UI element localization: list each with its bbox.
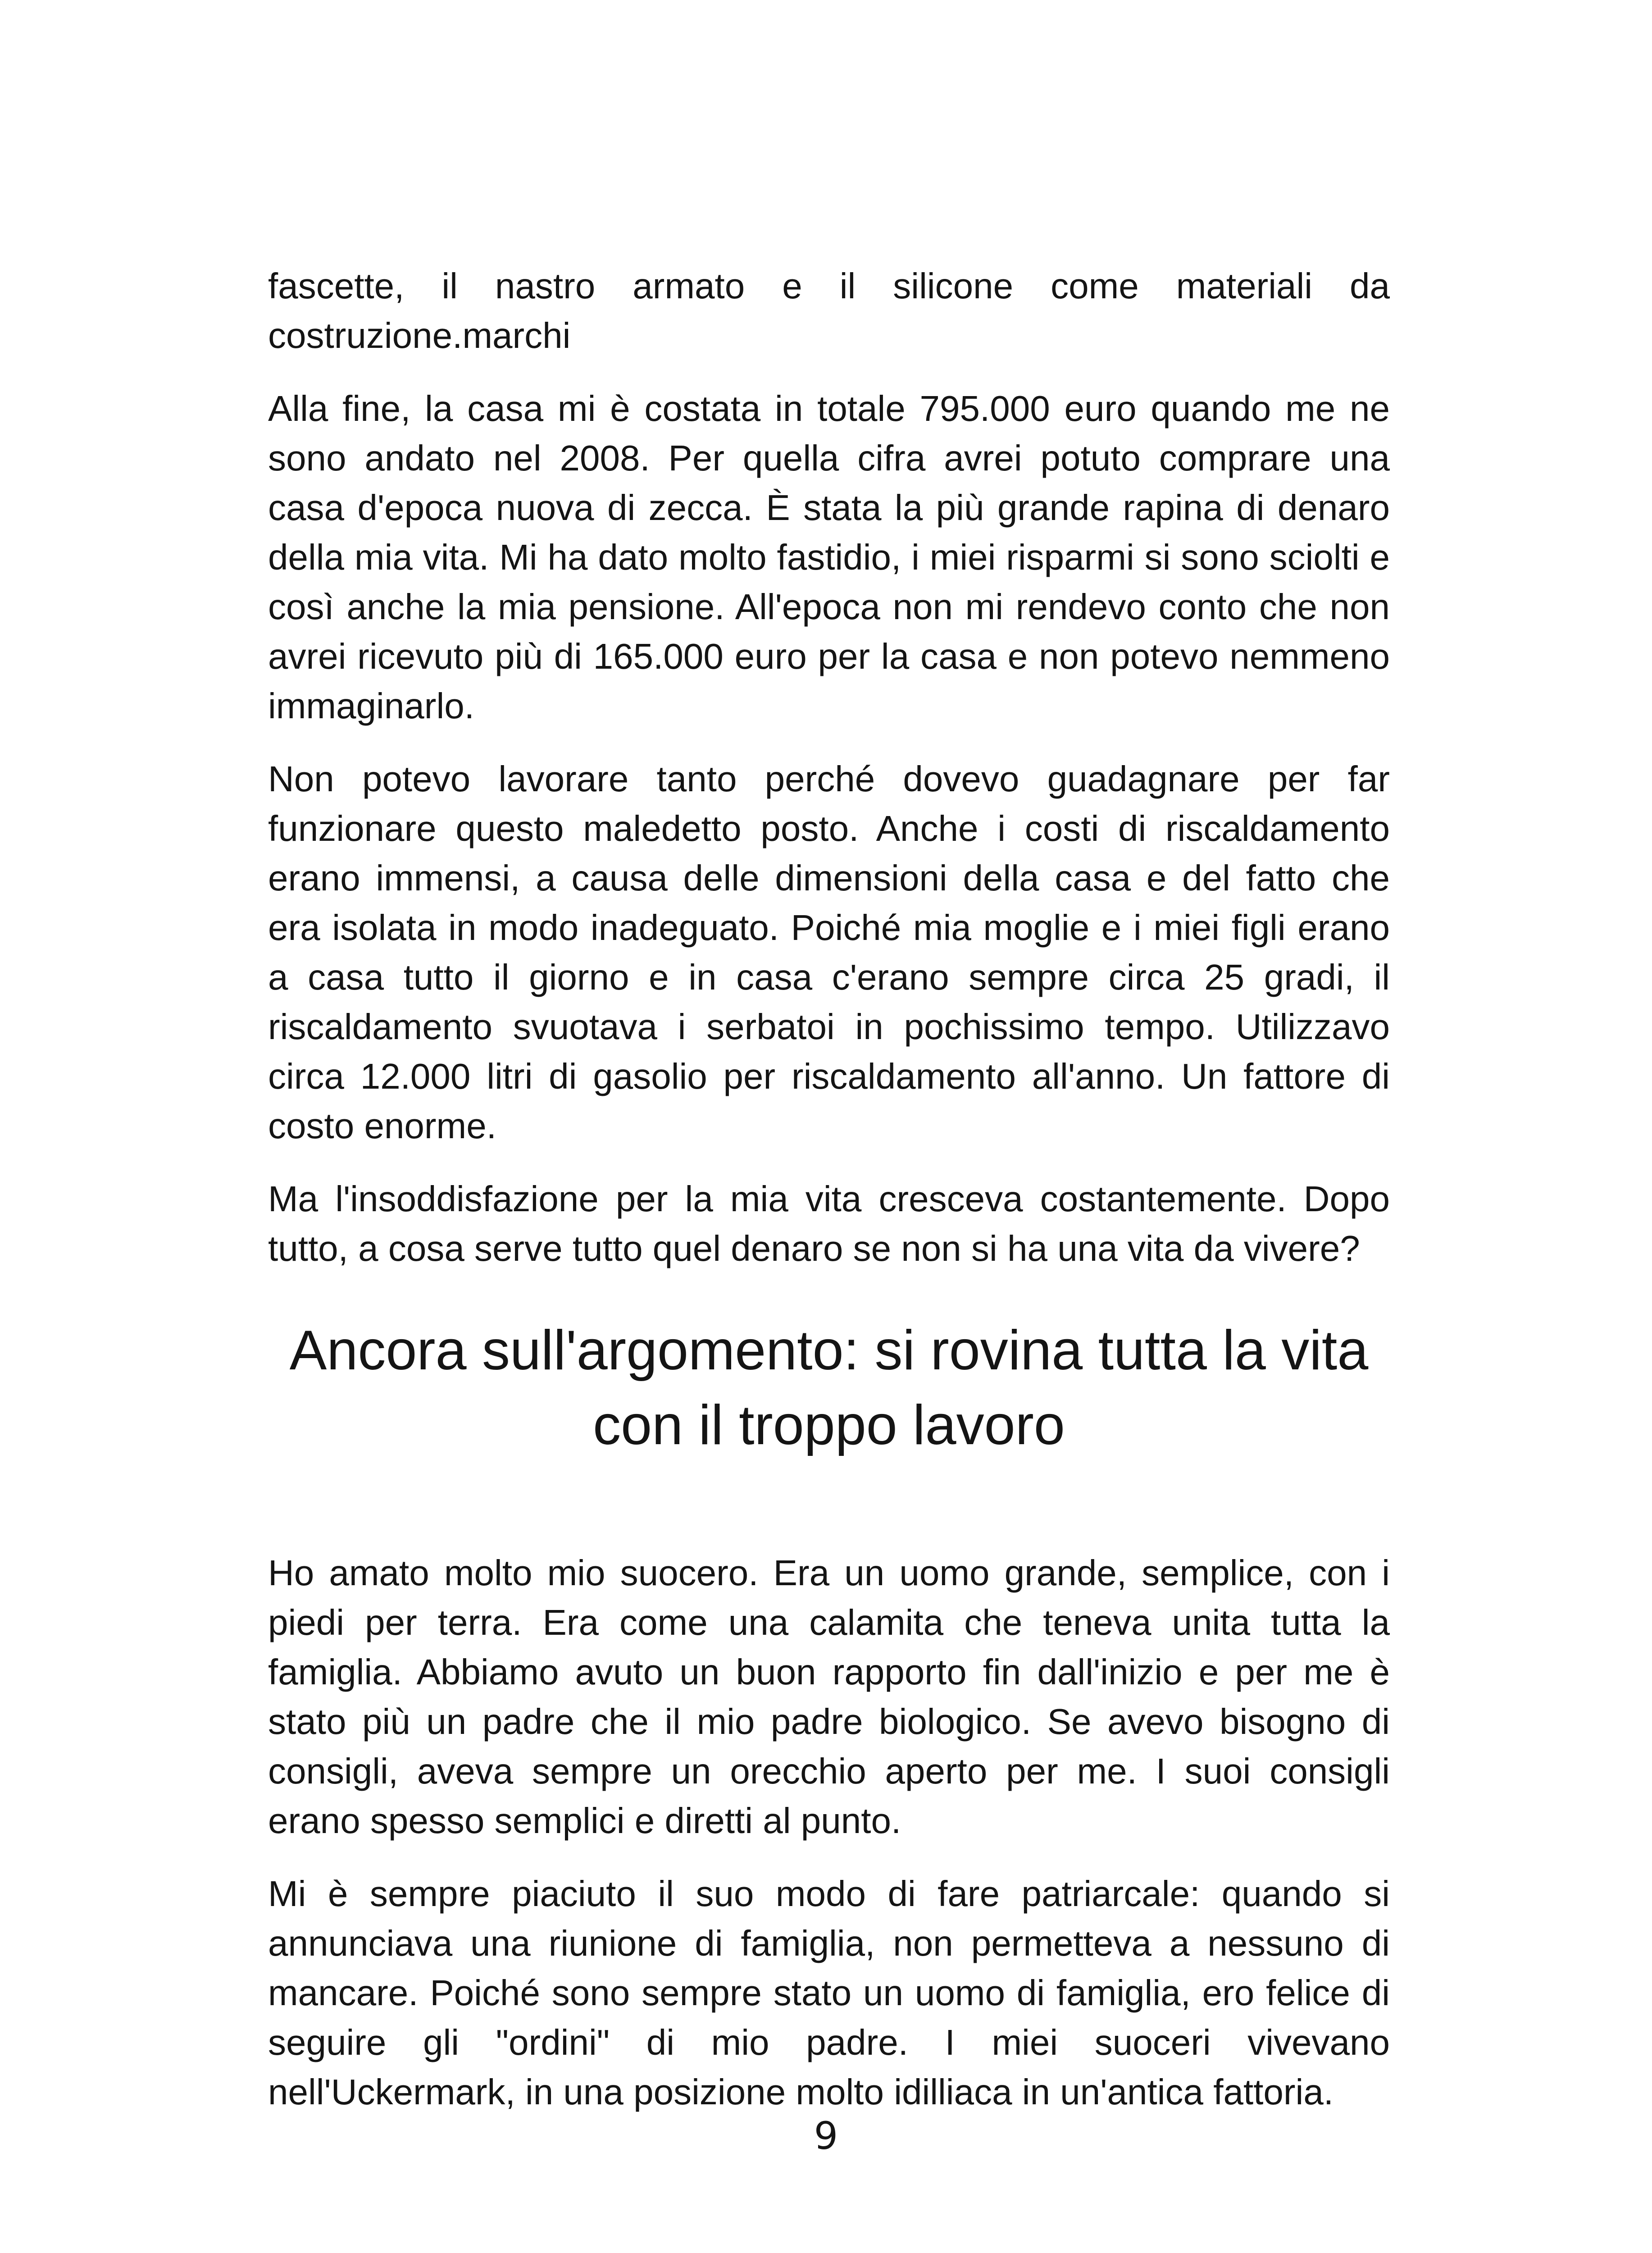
- paragraph: Ma l'insoddisfazione per la mia vita cresceva costantemente. Dopo tutto, a cosa serve tutto quel denaro se non si ha una vita da vivere?: [268, 1179, 1390, 1268]
- paragraph: Mi è sempre piaciuto il suo modo di fare patriarcale: quando si annunciava una riunione di famiglia, non permetteva a nessuno di mancare. Poiché sono sempre stato un uomo di famiglia, ero felice di seguire gli "ordini" di mio padre. I miei suoceri vivevano nell'Uckermark, in una posizione molto idilliaca in un'antica fattoria.: [268, 1874, 1390, 2112]
- paragraph: Alla fine, la casa mi è costata in totale 795.000 euro quando me ne sono andato nel 2008. Per quella cifra avrei potuto comprare una casa d'epoca nuova di zecca. È stata la più grande rapina di denaro della mia vita. Mi ha dato molto fastidio, i miei risparmi si sono sciolti e così anche la mia pensione. All'epoca non mi rendevo conto che non avrei ricevuto più di 165.000 euro per la casa e non potevo nemmeno immaginarlo.: [268, 388, 1390, 726]
- paragraph: Non potevo lavorare tanto perché dovevo guadagnare per far funzionare questo maledetto posto. Anche i costi di riscaldamento erano immensi, a causa delle dimensioni della casa e del fatto che era isolata in modo inadeguato. Poiché mia moglie e i miei figli erano a casa tutto il giorno e in casa c'erano sempre circa 25 gradi, il riscaldamento svuotava i serbatoi in pochissimo tempo. Utilizzavo circa 12.000 litri di gasolio per riscaldamento all'anno. Un fattore di costo enorme.: [268, 759, 1390, 1146]
- page-number: 9: [814, 2114, 838, 2158]
- paragraph: fascette, il nastro armato e il silicone come materiali da costruzione.marchi: [268, 266, 1390, 356]
- section-heading: Ancora sull'argomento: si rovina tutta la vita con il troppo lavoro: [289, 1319, 1369, 1456]
- text-column: [268, 261, 1390, 2117]
- paragraph: Ho amato molto mio suocero. Era un uomo grande, semplice, con i piedi per terra. Era come una calamita che teneva unita tutta la famiglia. Abbiamo avuto un buon rapporto fin dall'inizio e per me è stato più un padre che il mio padre biologico. Se avevo bisogno di consigli, aveva sempre un orecchio aperto per me. I suoi consigli erano spesso semplici e diretti al punto.: [268, 1553, 1390, 1841]
